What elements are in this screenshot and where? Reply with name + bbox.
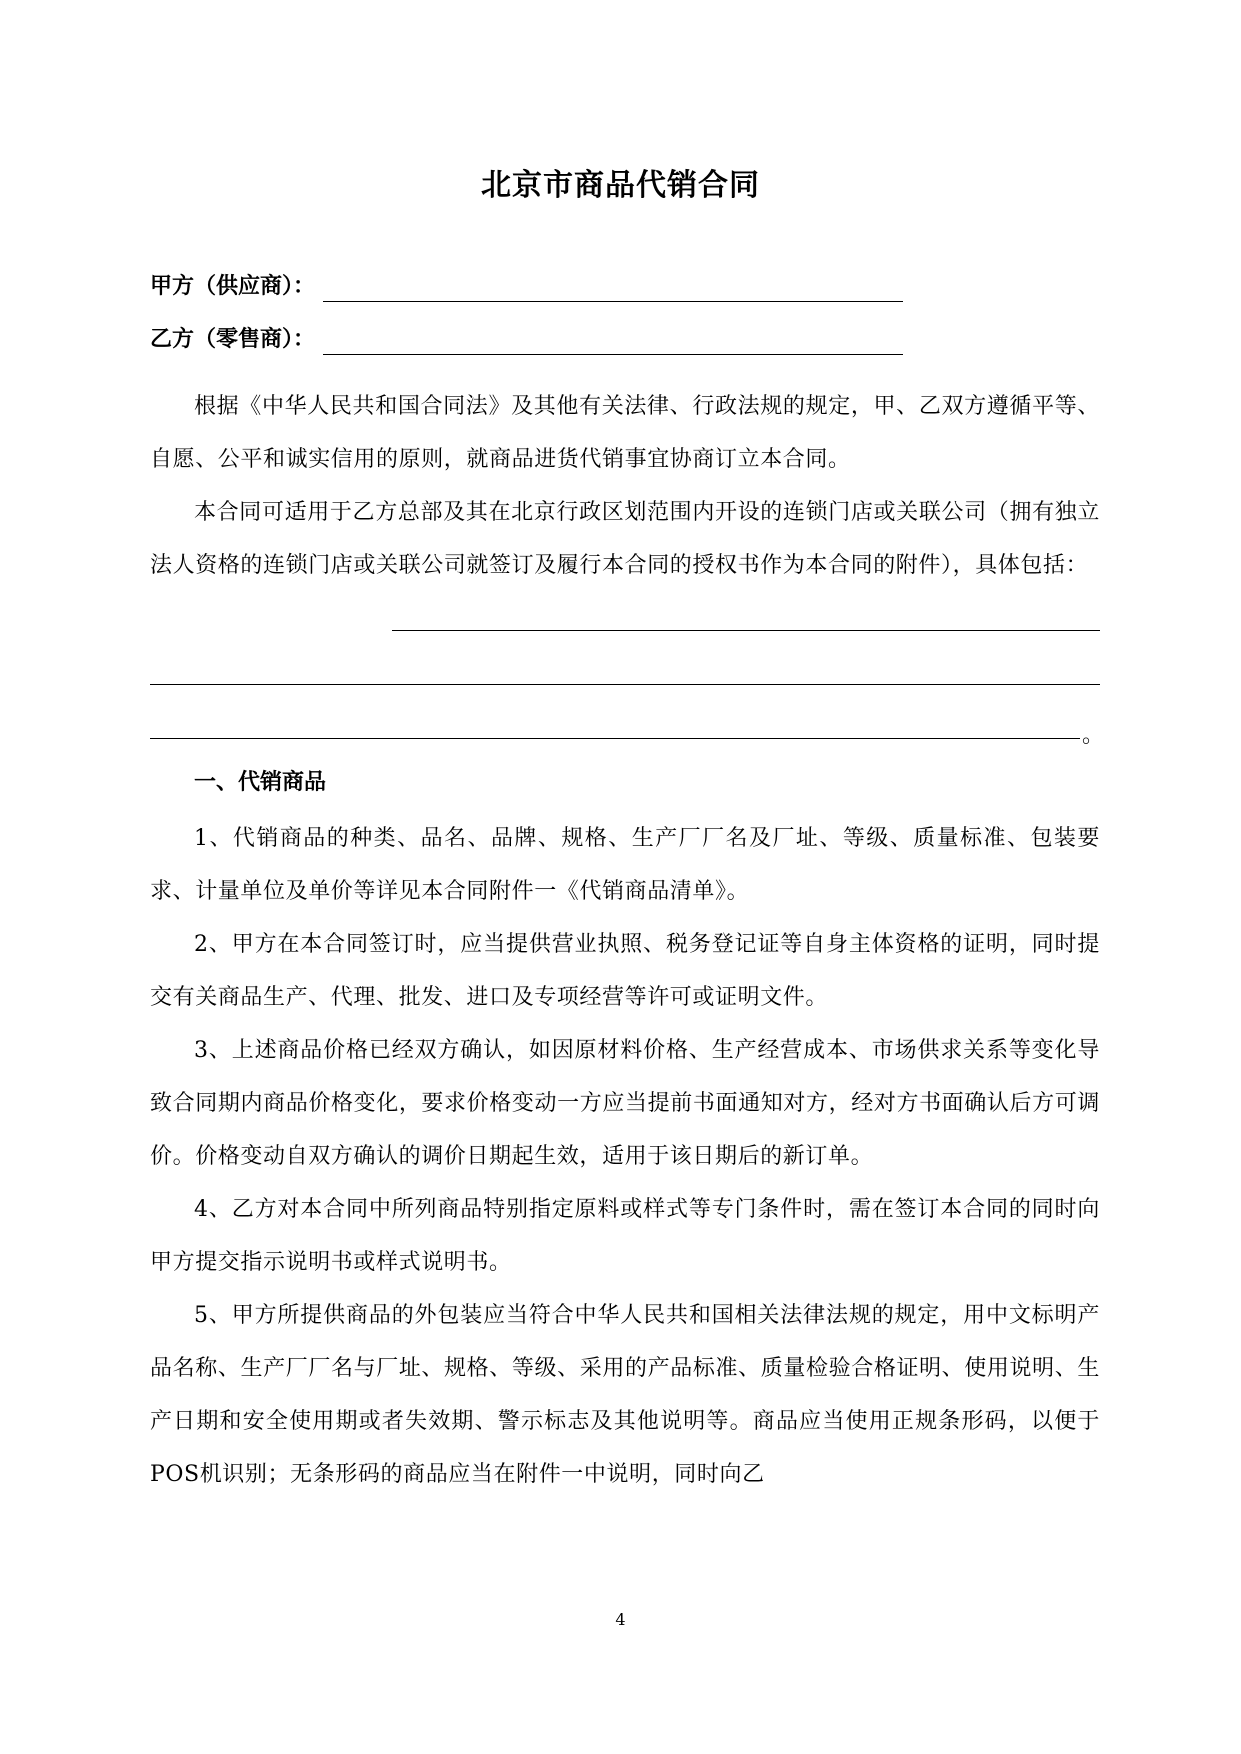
clause-1: 1、代销商品的种类、品名、品牌、规格、生产厂厂名及厂址、等级、质量标准、包装要求、计量单位及单价等详见本合同附件一《代销商品清单》。: [150, 826, 1100, 904]
section-1-heading: 一、代销商品: [194, 770, 327, 795]
intro-paragraph-block: [150, 380, 1100, 486]
page-number: 4: [615, 1610, 626, 1629]
intro-paragraph: 根据《中华人民共和国合同法》及其他有关法律、行政法规的规定，甲、乙双方遵循平等、自愿、公平和诚实信用的原则，就商品进货代销事宜协商订立本合同。: [150, 394, 1100, 472]
scope-blank-line-3: [150, 737, 1080, 739]
party-a-row: [150, 272, 903, 302]
scope-paragraph-block: [150, 486, 1100, 592]
scope-blank-line-2: [150, 683, 1100, 685]
scope-period: 。: [1082, 723, 1105, 748]
party-b-label: 乙方（零售商）：: [150, 327, 316, 352]
clauses-block: [150, 812, 1100, 1501]
scope-paragraph: 本合同可适用于乙方总部及其在北京行政区划范围内开设的连锁门店或关联公司（拥有独立法人资格的连锁门店或关联公司就签订及履行本合同的授权书作为本合同的附件），具体包括：: [150, 500, 1100, 578]
party-b-row: [150, 325, 903, 355]
clause-4: 4、乙方对本合同中所列商品特别指定原料或样式等专门条件时，需在签订本合同的同时向甲方提交指示说明书或样式说明书。: [150, 1197, 1100, 1275]
party-b-blank: [323, 330, 903, 355]
clause-5: 5、甲方所提供商品的外包装应当符合中华人民共和国相关法律法规的规定，用中文标明产品名称、生产厂厂名与厂址、规格、等级、采用的产品标准、质量检验合格证明、使用说明、生产日期和安全使用期或者失效期、警示标志及其他说明等。商品应当使用正规条形码，以便于POS机识别；无条形码的商品应当在附件一中说明，同时向乙: [150, 1303, 1100, 1487]
document-title: 北京市商品代销合同: [481, 168, 760, 203]
scope-blank-line-1: [392, 629, 1100, 631]
party-a-blank: [323, 277, 903, 302]
clause-2: 2、甲方在本合同签订时，应当提供营业执照、税务登记证等自身主体资格的证明，同时提交有关商品生产、代理、批发、进口及专项经营等许可或证明文件。: [150, 932, 1100, 1010]
clause-3: 3、上述商品价格已经双方确认，如因原材料价格、生产经营成本、市场供求关系等变化导致合同期内商品价格变化，要求价格变动一方应当提前书面通知对方，经对方书面确认后方可调价。价格变动自双方确认的调价日期起生效，适用于该日期后的新订单。: [150, 1038, 1100, 1169]
party-a-label: 甲方（供应商）：: [150, 274, 316, 299]
